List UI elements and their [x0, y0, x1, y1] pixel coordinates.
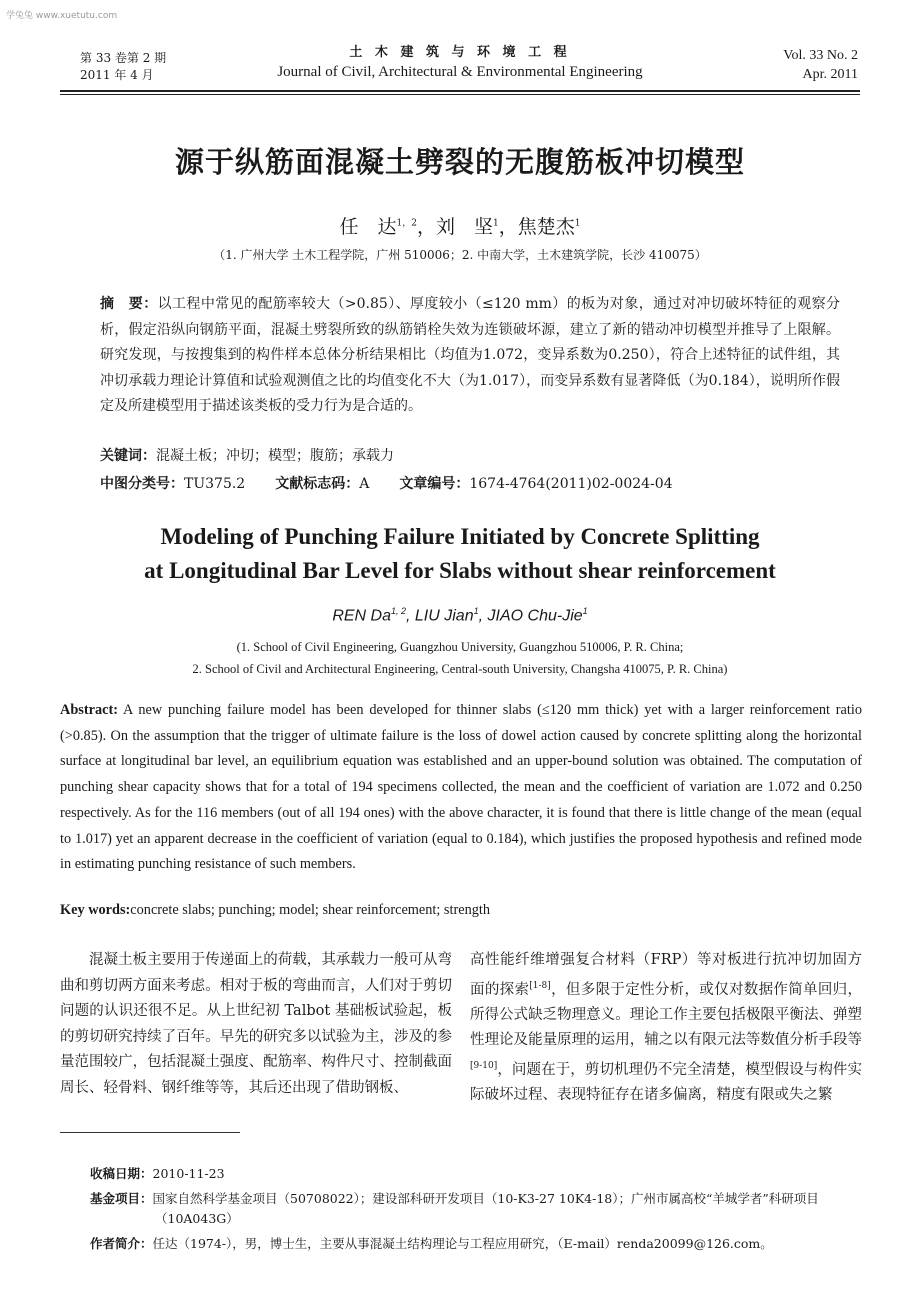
classification-cn	[100, 473, 840, 493]
paper-title-en-line2: at Longitudinal Bar Level for Slabs without shear reinforcement	[144, 558, 776, 583]
abstract-cn-text: 以工程中常见的配筋率较大（>0.85）、厚度较小（≤120 mm）的板为对象，通过对冲切破坏特征的观察分析，假定沿纵向钢筋平面，混凝土劈裂所致的纵筋销栓失效为连锁破坏源，建立了新的错动冲切模型并推导了上限解。研究发现，与按搜集到的构件样本总体分析结果相比（均值为1.072，变异系数为0.250），符合上述特征的试件组，其冲切承载力理论计算值和试验观测值之比的均值变化不大（为1.017），而变异系数有显著降低（为0.184），说明所作假定及所建模型用于描述该类板的受力行为是合适的。	[100, 296, 840, 414]
author-3-affil: 1	[574, 218, 581, 229]
footnote-fund: 基金项目：国家自然科学基金项目（50708022）；建设部科研开发项目（10-K3-27 10K4-18）；广州市属高校“羊城学者”科研项目（10A043G）	[90, 1191, 819, 1226]
citation-9-10: [9-10]	[470, 1060, 498, 1071]
body-column-left: 混凝土板主要用于传递面上的荷载，其承载力一般可从弯曲和剪切两方面来考虑。相对于板的弯曲而言，人们对于剪切问题的认识还很不足。从上世纪初 Talbot 基础板试验起，板的剪切研究持续了百年。早先的研究多以试验为主，涉及的参量范围较广，包括混凝土强度、配筋率、构件尺寸、控制截面周长、轻骨料、钢纤维等等，其后还出现了借助钢板、	[60, 952, 452, 1096]
author-3-en: , JIAO Chu-Jie	[478, 607, 583, 625]
issue-date: 2011 年 4 月	[80, 68, 154, 82]
article-number: 文章编号：1674-4764(2011)02-0024-04	[399, 476, 673, 492]
author-2: ，刘 坚	[416, 216, 493, 238]
affiliation-en	[60, 636, 860, 680]
footnote-received: 收稿日期：2010-11-23	[90, 1166, 225, 1181]
paper-title-en-line1: Modeling of Punching Failure Initiated by Concrete Splitting	[160, 524, 760, 549]
author-2-affil: 1	[493, 218, 499, 229]
citation-1-8: [1-8]	[529, 980, 551, 991]
author-3: ，焦楚杰	[498, 216, 575, 238]
affiliation-en-1: (1. School of Civil Engineering, Guangzhou University, Guangzhou 510006, P. R. China;	[236, 640, 684, 654]
abstract-cn	[100, 292, 840, 420]
author-1-affil: 1，2	[396, 218, 417, 229]
footnote-rule	[60, 1132, 240, 1133]
journal-name	[0, 44, 920, 82]
header-rule	[60, 90, 860, 92]
author-1-en: REN Da	[332, 607, 391, 625]
body-right-part-a: 高性能纤维增强复合材料（FRP）等对板进行抗冲切加固方面的探索	[470, 952, 862, 998]
abstract-en-label: Abstract:	[60, 702, 118, 718]
keywords-en-text: concrete slabs; punching; model; shear reinforcement; strength	[130, 902, 490, 918]
journal-name-en: Journal of Civil, Architectural & Environmental Engineering	[277, 64, 643, 80]
issue-date-en: Apr. 2011	[802, 67, 858, 82]
body-right-part-c: ，问题在于，剪切机理仍不完全清楚，模型假设与构件实际破坏过程、表现特征存在诸多偏离，精度有限或失之繁	[470, 1061, 862, 1104]
author-2-en: , LIU Jian	[406, 607, 474, 625]
author-2-en-affil: 1	[473, 606, 479, 616]
author-1-en-affil: 1, 2	[391, 606, 407, 616]
footnote-author: 作者简介：任达（1974-），男，博士生，主要从事混凝土结构理论与工程应用研究，（E-mail）renda20099@126.com。	[90, 1236, 773, 1251]
footnotes	[90, 1164, 860, 1259]
paper-title-cn: 源于纵筋面混凝土劈裂的无腹筋板冲切模型	[174, 145, 745, 179]
author-3-en-affil: 1	[582, 606, 588, 616]
clc-number: 中图分类号：TU375.2	[100, 476, 246, 492]
issue-info-en	[783, 46, 858, 84]
abstract-cn-label: 摘 要：	[100, 296, 158, 312]
keywords-cn	[100, 445, 840, 465]
keywords-en-label: Key words:	[60, 902, 131, 918]
paper-title-en	[0, 520, 920, 588]
header-rule-thin	[60, 94, 860, 95]
abstract-en-text: A new punching failure model has been developed for thinner slabs (≤120 mm thick) yet with a larger reinforcement ratio (>0.85). On the assumption that the trigger of ultimate failure is the loss of dowel action caused by concrete splitting along the horizontal surface at longitudinal bar level, an equilibrium equation was established and an upper-bound solution was obtained. The computation of punching shear capacity shows that for a total of 194 specimens collected, the mean and the coefficient of variation are 1.072 and 0.250 respectively. As for the 116 members (out of all 194 ones) with the above character, it is found that there is little change of the mean (equal to 1.017) yet an apparent decrease in the coefficient of variation (equal to 0.184), which justifies the proposed hypothesis and refined mode in estimating punching resistance of such members.	[60, 702, 862, 873]
keywords-en	[60, 902, 860, 919]
authors-cn	[0, 212, 920, 239]
journal-name-cn: 土 木 建 筑 与 环 境 工 程	[349, 45, 571, 60]
affiliation-en-2: 2. School of Civil and Architectural Engineering, Central-south University, Changsha 410075, P. R. China)	[192, 662, 728, 676]
body-column-right	[470, 948, 862, 1109]
keywords-cn-label: 关键词：	[100, 448, 156, 464]
affiliation-cn: （1. 广州大学 土木工程学院，广州 510006；2. 中南大学，土木建筑学院，长沙 410075）	[213, 248, 707, 262]
issue-volume: 第 33 卷第 2 期	[80, 51, 167, 65]
watermark: 学兔兔 www.xuetutu.com	[6, 11, 118, 21]
author-1: 任 达	[339, 216, 397, 238]
authors-en	[0, 606, 920, 625]
body-right-part-b: ，但多限于定性分析，或仅对数据作简单回归，所得公式缺乏物理意义。理论工作主要包括极限平衡法、弹塑性理论及能量原理的运用，辅之以有限元法等数值分析手段等	[470, 981, 863, 1049]
keywords-cn-text: 混凝土板；冲切；模型；腹筋；承载力	[156, 448, 394, 464]
document-code: 文献标志码：A	[275, 476, 370, 492]
issue-volume-en: Vol. 33 No. 2	[783, 48, 858, 63]
abstract-en	[60, 698, 862, 878]
